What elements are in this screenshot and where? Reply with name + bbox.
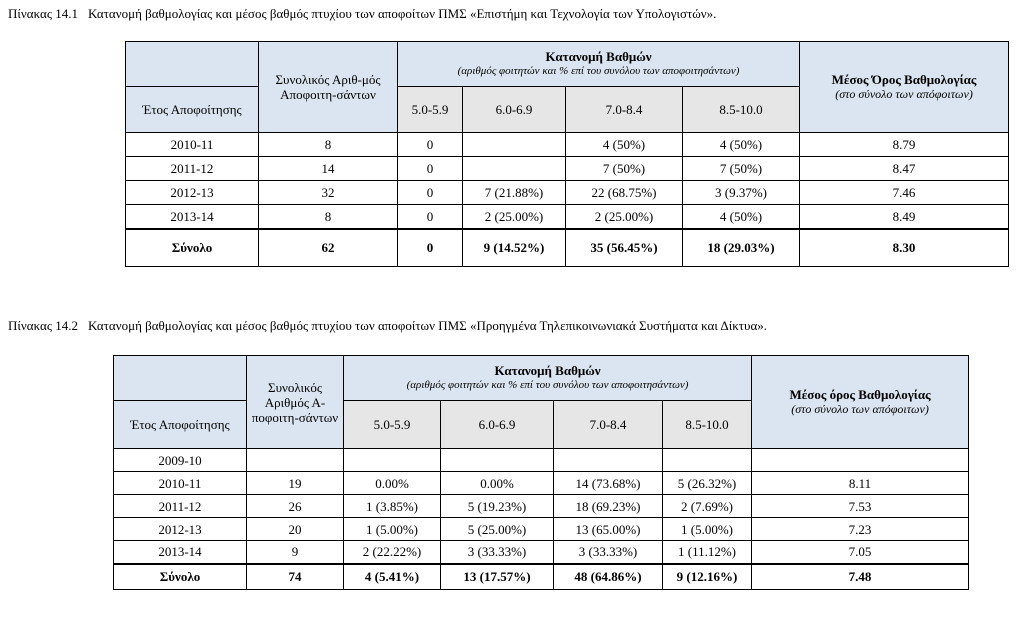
total-cell: 8 bbox=[259, 205, 398, 229]
table-row bbox=[114, 472, 969, 495]
average-header bbox=[800, 42, 1009, 133]
distribution-subtitle: (αριθμός φοιτητών και % επί του συνόλου των αποφοιτησάντων) bbox=[406, 379, 689, 391]
table-1-caption-text: Κατανομή βαθμολογίας και μέσος βαθμός πτυχίου των αποφοίτων ΠΜΣ «Επιστήμη και Τεχνολογία των Υπολογιστών». bbox=[87, 6, 717, 21]
grade-distribution-table-1 bbox=[125, 41, 1009, 267]
table-row bbox=[114, 541, 969, 564]
range-cell: 5 (26.32%) bbox=[663, 472, 752, 495]
table-2-caption bbox=[8, 318, 767, 334]
range-cell: 4 (50%) bbox=[683, 133, 800, 157]
corner-cell bbox=[126, 42, 259, 87]
year-cell: 2010-11 bbox=[126, 133, 259, 157]
table-row bbox=[114, 518, 969, 541]
range-cell: 7 (50%) bbox=[566, 157, 683, 181]
table-row bbox=[126, 205, 1009, 229]
range-cell: 0 bbox=[398, 205, 463, 229]
range-cell: 0 bbox=[398, 157, 463, 181]
range-cell: 3 (33.33%) bbox=[441, 541, 554, 564]
table-row bbox=[126, 181, 1009, 205]
table-1-number: Πίνακας 14.1 bbox=[8, 6, 78, 21]
table-row bbox=[114, 449, 969, 472]
range-header: 6.0-6.9 bbox=[463, 87, 566, 133]
range-cell: 1 (5.00%) bbox=[663, 518, 752, 541]
range-header: 8.5-10.0 bbox=[663, 401, 752, 449]
range-cell: 22 (68.75%) bbox=[566, 181, 683, 205]
average-cell: 7.23 bbox=[752, 518, 969, 541]
range-cell bbox=[554, 449, 663, 472]
average-cell: 8.30 bbox=[800, 229, 1009, 267]
table-2-number: Πίνακας 14.2 bbox=[8, 318, 78, 333]
range-header: 5.0-5.9 bbox=[398, 87, 463, 133]
range-cell: 5 (25.00%) bbox=[441, 518, 554, 541]
average-header bbox=[752, 356, 969, 449]
range-header: 8.5-10.0 bbox=[683, 87, 800, 133]
total-graduates-header: Συνολικός Αριθ-μός Αποφοιτη-σάντων bbox=[259, 42, 398, 133]
total-cell: 74 bbox=[247, 564, 344, 590]
range-cell bbox=[463, 157, 566, 181]
year-cell: 2012-13 bbox=[114, 518, 247, 541]
total-graduates-header: Συνολικός Αριθμός Α-ποφοιτη-σάντων bbox=[247, 356, 344, 449]
table-row bbox=[126, 133, 1009, 157]
range-cell: 9 (14.52%) bbox=[463, 229, 566, 267]
table-2-caption-text: Κατανομή βαθμολογίας και μέσος βαθμός πτυχίου των αποφοίτων ΠΜΣ «Προηγμένα Τηλεπικοινωνιακά Συστήματα και Δίκτυα». bbox=[87, 318, 768, 333]
year-cell: 2010-11 bbox=[114, 472, 247, 495]
total-label: Σύνολο bbox=[114, 564, 247, 590]
year-cell: 2011-12 bbox=[126, 157, 259, 181]
average-cell: 7.53 bbox=[752, 495, 969, 518]
total-cell bbox=[247, 449, 344, 472]
average-cell: 7.46 bbox=[800, 181, 1009, 205]
average-title: Μέσος Όρος Βαθμολογίας bbox=[831, 72, 977, 87]
range-cell: 1 (5.00%) bbox=[344, 518, 441, 541]
range-cell: 4 (50%) bbox=[683, 205, 800, 229]
total-row bbox=[126, 229, 1009, 267]
total-cell: 20 bbox=[247, 518, 344, 541]
range-cell: 48 (64.86%) bbox=[554, 564, 663, 590]
year-cell: 2012-13 bbox=[126, 181, 259, 205]
range-cell: 0.00% bbox=[441, 472, 554, 495]
range-cell: 35 (56.45%) bbox=[566, 229, 683, 267]
range-cell: 18 (29.03%) bbox=[683, 229, 800, 267]
total-cell: 62 bbox=[259, 229, 398, 267]
grade-distribution-table-2 bbox=[113, 355, 969, 590]
average-cell: 8.79 bbox=[800, 133, 1009, 157]
range-cell bbox=[663, 449, 752, 472]
distribution-subtitle: (αριθμός φοιτητών και % επί του συνόλου των αποφοιτησάντων) bbox=[457, 65, 740, 77]
average-cell: 8.11 bbox=[752, 472, 969, 495]
range-header: 6.0-6.9 bbox=[441, 401, 554, 449]
year-cell: 2013-14 bbox=[126, 205, 259, 229]
range-cell: 7 (50%) bbox=[683, 157, 800, 181]
range-cell bbox=[344, 449, 441, 472]
range-cell: 0.00% bbox=[344, 472, 441, 495]
range-cell: 2 (7.69%) bbox=[663, 495, 752, 518]
range-cell: 5 (19.23%) bbox=[441, 495, 554, 518]
range-header: 7.0-8.4 bbox=[566, 87, 683, 133]
range-cell: 3 (33.33%) bbox=[554, 541, 663, 564]
total-row bbox=[114, 564, 969, 590]
year-header: Έτος Αποφοίτησης bbox=[114, 401, 247, 449]
range-cell: 9 (12.16%) bbox=[663, 564, 752, 590]
range-cell: 4 (50%) bbox=[566, 133, 683, 157]
range-header: 7.0-8.4 bbox=[554, 401, 663, 449]
range-cell: 14 (73.68%) bbox=[554, 472, 663, 495]
distribution-title: Κατανομή Βαθμών bbox=[545, 49, 652, 64]
table-1-caption bbox=[8, 6, 716, 22]
total-label: Σύνολο bbox=[126, 229, 259, 267]
range-cell: 13 (17.57%) bbox=[441, 564, 554, 590]
year-cell: 2013-14 bbox=[114, 541, 247, 564]
total-cell: 14 bbox=[259, 157, 398, 181]
range-header: 5.0-5.9 bbox=[344, 401, 441, 449]
range-cell: 7 (21.88%) bbox=[463, 181, 566, 205]
corner-cell bbox=[114, 356, 247, 401]
year-cell: 2011-12 bbox=[114, 495, 247, 518]
range-cell bbox=[463, 133, 566, 157]
range-cell: 3 (9.37%) bbox=[683, 181, 800, 205]
year-header: Έτος Αποφοίτησης bbox=[126, 87, 259, 133]
range-cell: 4 (5.41%) bbox=[344, 564, 441, 590]
average-subtitle: (στο σύνολο των απόφοιτων) bbox=[835, 87, 973, 101]
average-title: Μέσος όρος Βαθμολογίας bbox=[789, 387, 931, 402]
average-cell: 7.48 bbox=[752, 564, 969, 590]
range-cell: 1 (11.12%) bbox=[663, 541, 752, 564]
average-cell bbox=[752, 449, 969, 472]
total-cell: 32 bbox=[259, 181, 398, 205]
range-cell: 0 bbox=[398, 181, 463, 205]
total-cell: 26 bbox=[247, 495, 344, 518]
table-row bbox=[126, 157, 1009, 181]
average-subtitle: (στο σύνολο των απόφοιτων) bbox=[791, 402, 929, 416]
year-cell: 2009-10 bbox=[114, 449, 247, 472]
distribution-title: Κατανομή Βαθμών bbox=[494, 363, 601, 378]
distribution-header bbox=[398, 42, 800, 87]
range-cell: 0 bbox=[398, 133, 463, 157]
average-cell: 8.47 bbox=[800, 157, 1009, 181]
total-cell: 19 bbox=[247, 472, 344, 495]
total-cell: 8 bbox=[259, 133, 398, 157]
range-cell: 13 (65.00%) bbox=[554, 518, 663, 541]
average-cell: 8.49 bbox=[800, 205, 1009, 229]
range-cell: 0 bbox=[398, 229, 463, 267]
average-cell: 7.05 bbox=[752, 541, 969, 564]
range-cell: 2 (25.00%) bbox=[463, 205, 566, 229]
range-cell bbox=[441, 449, 554, 472]
range-cell: 18 (69.23%) bbox=[554, 495, 663, 518]
range-cell: 2 (22.22%) bbox=[344, 541, 441, 564]
range-cell: 2 (25.00%) bbox=[566, 205, 683, 229]
range-cell: 1 (3.85%) bbox=[344, 495, 441, 518]
distribution-header bbox=[344, 356, 752, 401]
total-cell: 9 bbox=[247, 541, 344, 564]
table-row bbox=[114, 495, 969, 518]
